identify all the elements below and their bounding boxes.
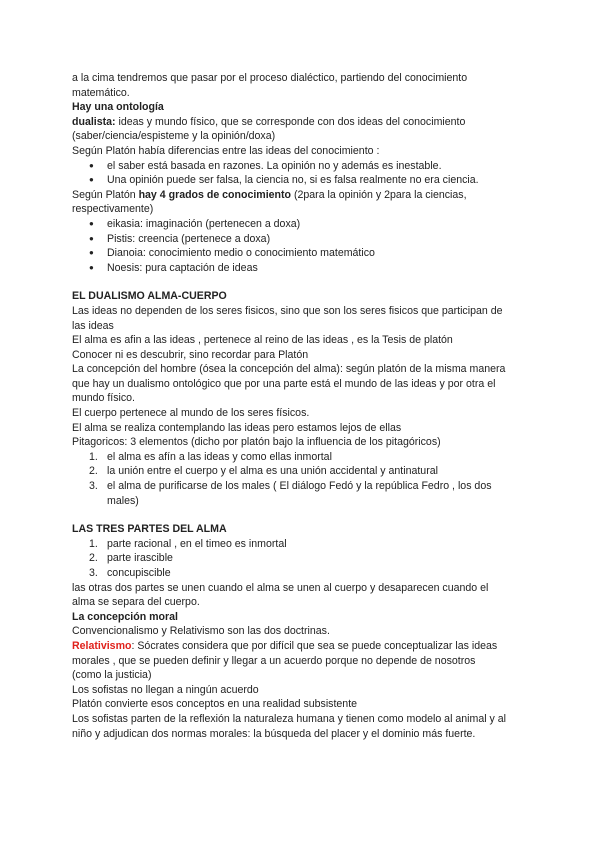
text-line: mundo físico.: [72, 392, 136, 405]
relativism-label: Relativismo: [72, 639, 132, 652]
list-item: [72, 537, 532, 552]
text-line: Platón convierte esos conceptos en una realidad subsistente: [72, 698, 358, 711]
list-number: 1.: [89, 537, 98, 550]
list-item: ● Noesis: pura captación de ideas: [72, 261, 532, 276]
text-line: alma se separa del cuerpo.: [72, 596, 200, 609]
text-line: Los sofistas parten de la reflexión la naturaleza humana y tienen como modelo al animal y al: [72, 712, 507, 725]
text-line: morales , que se pueden definir y llegar a un acuerdo porque no depende de nosotros: [72, 654, 476, 667]
text-line: Conocer ni es descubrir, sino recordar para Platón: [72, 348, 309, 361]
dualist-line: [72, 115, 532, 130]
text-line: (como la justicia): [72, 669, 152, 682]
grades-pre: Según Platón: [72, 188, 139, 201]
list-item: ● Una opinión puede ser falsa, la ciencia no, si es falsa realmente no era ciencia.: [72, 173, 532, 188]
moral-heading: La concepción moral: [72, 610, 178, 623]
text-line: matemático.: [72, 86, 130, 99]
list-item: [72, 450, 532, 465]
spacer: [72, 508, 532, 522]
text-line: La concepción del hombre (ósea la concepción del alma): según platón de la misma manera: [72, 363, 506, 376]
list-number: 2.: [89, 552, 98, 565]
grades-bullet-list: [72, 217, 532, 275]
list-text: el alma de purificarse de los males ( El diálogo Fedó y la república Fedro , los dos: [107, 480, 492, 493]
text-line: El cuerpo pertenece al mundo de los seres físicos.: [72, 407, 310, 420]
text-line: Los sofistas no llegan a ningún acuerdo: [72, 683, 259, 696]
text-line: El alma se realiza contemplando las ideas pero estamos lejos de ellas: [72, 421, 402, 434]
list-item: [72, 551, 532, 566]
diff-bullet-list: [72, 159, 532, 188]
list-item: [72, 566, 532, 581]
grades-post: (2para la opinión y 2para la ciencias,: [291, 188, 467, 201]
list-item-continuation: [72, 494, 532, 509]
list-text: la unión entre el cuerpo y el alma es una unión accidental y antinatural: [107, 465, 438, 478]
text-line: (saber/ciencia/espisteme y la opinión/doxa): [72, 130, 276, 143]
text-line: Las ideas no dependen de los seres fisicos, sino que son los seres fisicos que participan de: [72, 304, 503, 317]
text-line: que hay un dualismo ontológico que por una parte está el mundo de las ideas y por otra el: [72, 377, 496, 390]
grades-bold: hay 4 grados de conocimiento: [138, 188, 292, 201]
list-text: parte irascible: [107, 552, 173, 565]
list-text: males): [107, 494, 139, 507]
text-line: respectivamente): [72, 203, 154, 216]
list-text: el alma es afín a las ideas y como ellas inmortal: [107, 450, 332, 463]
text-line: las otras dos partes se unen cuando el alma se unen al cuerpo y desaparecen cuando el: [72, 581, 489, 594]
text-line: Convencionalismo y Relativismo son las dos doctrinas.: [72, 625, 330, 638]
list-item: ● el saber está basada en razones. La opinión no y además es inestable.: [72, 159, 532, 174]
spacer: [72, 275, 532, 289]
list-text: concupiscible: [107, 567, 171, 579]
text-line: a la cima tendremos que pasar por el proceso dialéctico, partiendo del conocimiento: [72, 72, 468, 84]
list-item: [72, 479, 532, 494]
text-line: Según Platón había diferencias entre las ideas del conocimiento :: [72, 144, 380, 157]
ontology-heading: Hay una ontología: [72, 101, 164, 114]
text-line: Pitagoricos: 3 elementos (dicho por platón bajo la influencia de los pitagóricos): [72, 436, 441, 449]
list-item: ● eikasia: imaginación (pertenecen a doxa): [72, 217, 532, 232]
list-number: 3.: [89, 567, 98, 579]
parts-numbered-list: [72, 537, 532, 581]
document-page: [72, 71, 532, 741]
relativism-text: : Sócrates considera que por difícil que sea se puede conceptualizar las ideas: [131, 639, 498, 652]
text-line: niño y adjudican dos normas morales: la búsqueda del placer y el dominio más fuerte.: [72, 727, 476, 740]
list-text: parte racional , en el timeo es inmortal: [107, 537, 287, 550]
text-line: El alma es afin a las ideas , pertenece al reino de las ideas , es la Tesis de platón: [72, 334, 453, 347]
section-heading-parts: LAS TRES PARTES DEL ALMA: [72, 523, 227, 536]
grades-line: [72, 188, 532, 203]
list-item: ● Dianoia: conocimiento medio o conocimiento matemático: [72, 246, 532, 261]
dualist-text: ideas y mundo físico, que se corresponde con dos ideas del conocimiento: [115, 115, 466, 128]
text-line: las ideas: [72, 319, 114, 332]
section-heading-dualism: EL DUALISMO ALMA-CUERPO: [72, 290, 227, 303]
list-number: 2.: [89, 465, 98, 478]
list-number: 1.: [89, 450, 98, 463]
list-number: 3.: [89, 480, 98, 493]
dualist-label: dualista:: [72, 115, 116, 128]
list-item: [72, 464, 532, 479]
list-item: ● Pistis: creencia (pertenece a doxa): [72, 232, 532, 247]
relativism-line: [72, 639, 532, 654]
dualism-numbered-list: [72, 450, 532, 508]
